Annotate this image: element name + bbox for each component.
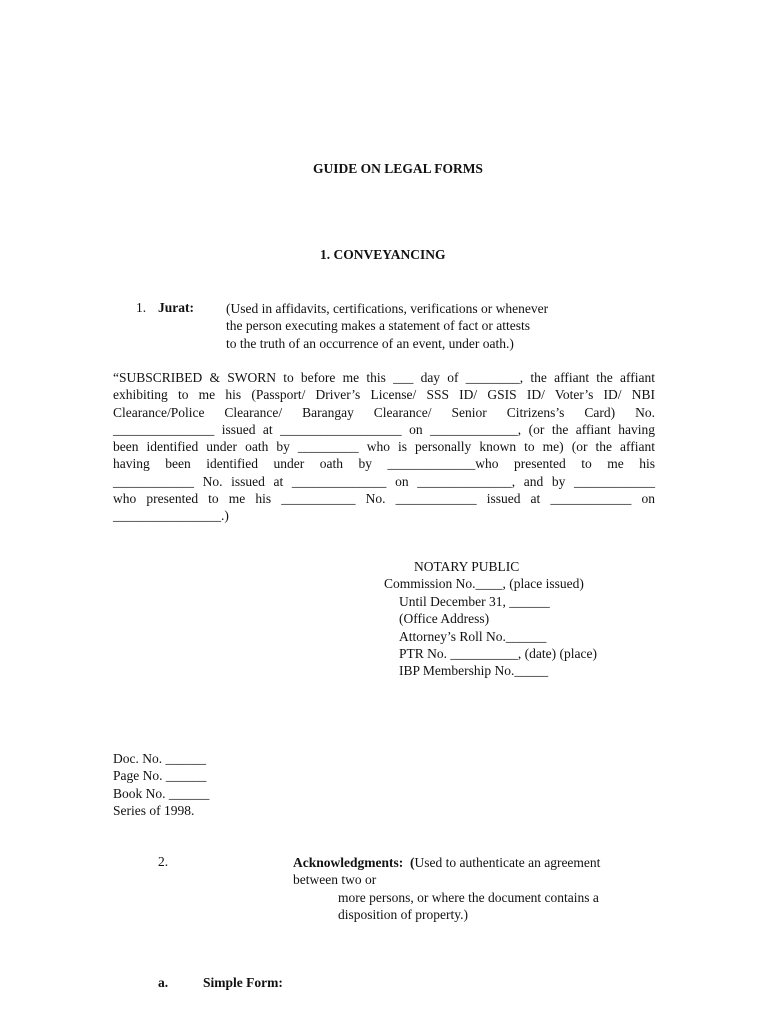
jurat-paragraph-line: having been identified under oath by _____________who presented to me his [113,456,655,472]
jurat-description-line: the person executing makes a statement of fact or attests [226,318,531,334]
notary-commission: Commission No.____, (place issued) [384,576,584,592]
jurat-paragraph [113,369,655,525]
document-title: GUIDE ON LEGAL FORMS [313,161,483,176]
jurat-description-line: (Used in affidavits, certifications, verifications or whenever [226,301,549,316]
acknowledgments-number: 2. [158,854,169,869]
simple-form-label: Simple Form: [203,975,283,990]
notary-until: Until December 31, ______ [399,593,550,609]
page-number: Page No. ______ [113,768,207,784]
jurat-description [226,300,548,352]
notary-ptr-number: PTR No. __________, (date) (place) [399,646,597,662]
notary-signature-block [384,558,597,680]
jurat-paragraph-line: who presented to me his ___________ No. ____________ issued at ____________ on [113,491,655,507]
jurat-number: 1. [136,300,147,315]
notary-title: NOTARY PUBLIC [414,559,520,574]
document-register-block [113,750,209,820]
jurat-paragraph-line: been identified under oath by _________ who is personally known to me) (or the affiant [113,439,655,455]
acknowledgments-line: disposition of property.) [338,907,468,923]
jurat-paragraph-line: ____________ No. issued at ______________ on ______________, and by ____________ [113,473,655,489]
acknowledgments-line: Acknowledgments: (Used to authenticate an agreement [293,855,601,870]
notary-office-address: (Office Address) [399,611,490,627]
jurat-paragraph-line: “SUBSCRIBED & SWORN to before me this ___ day of ________, the affiant the affiant [113,370,655,385]
section-heading: 1. CONVEYANCING [320,247,446,262]
jurat-paragraph-line: _______________ issued at __________________ on _____________, (or the affiant having [113,421,655,437]
jurat-description-line: to the truth of an occurrence of an event, under oath.) [226,335,514,351]
doc-number: Doc. No. ______ [113,751,206,766]
book-number: Book No. ______ [113,785,210,801]
jurat-label: Jurat: [158,300,194,315]
jurat-paragraph-line: exhibiting to me his (Passport/ Driver’s License/ SSS ID/ GSIS ID/ Voter’s ID/ NBI [113,387,655,403]
jurat-paragraph-line: ________________.) [113,508,229,524]
acknowledgments-line: between two or [293,872,377,888]
acknowledgments-line: more persons, or where the document contains a [338,889,599,905]
jurat-paragraph-line: Clearance/Police Clearance/ Barangay Clearance/ Senior Citrizens’s Card) No. [113,404,655,420]
acknowledgments-label: Acknowledgments: [293,855,404,870]
acknowledgments-block [293,854,600,924]
acknowledgments-desc: Used to authenticate an agreement [414,855,601,870]
simple-form-letter: a. [158,975,169,990]
notary-ibp-membership: IBP Membership No._____ [399,663,549,679]
notary-roll-number: Attorney’s Roll No.______ [399,628,547,644]
series-year: Series of 1998. [113,803,195,819]
